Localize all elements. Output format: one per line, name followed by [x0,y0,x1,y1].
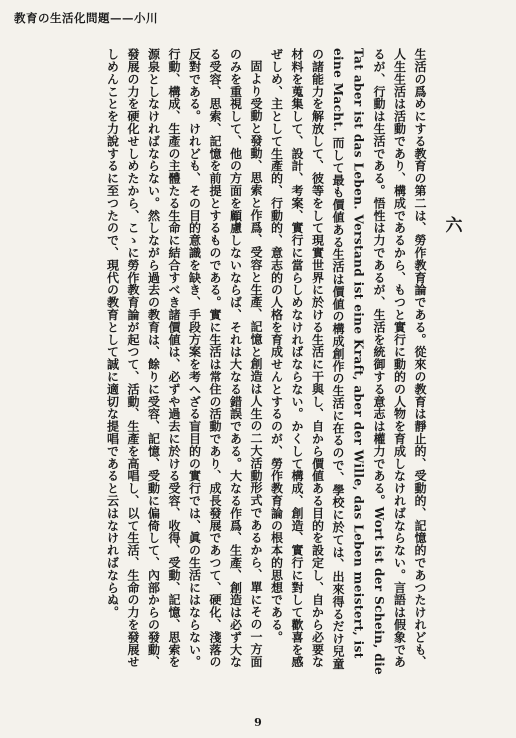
body-text [30,48,430,678]
paragraph: 生活の爲めにする教育の第二は、勞作教育論である。從來の教育は靜止的、受動的、記憶的であつたけれども、人生生活は活動であり、構成であるから、もつと實行に動的の人物を育成しなければならない。言語は假象であるが、行動は生活である。悟性は力であるが、生活を統御する意志は權力である。Wort ist der Schein, die Tat aber ist das Leben. Verstand ist eine Kraft, aber der Wille, das Leben meistert, ist eine Macht. 而して最も價値ある生活は價値の構成創作の生活に在るので、學校に於ては、出來得るだけ兒童の諸能力を解放して、彼等をして現實世界に於ける生活に干與し、自から價値ある目的を設定し、自から必要な材料を蒐集して、設計、考案、實行に當らしめなければならない。かくして構成、創造、實行に對して歡喜を感ぜしめ、主として生產的、行動的、意志的の人格を育成せんとするのが、勞作教育論の根本的思想である。 [269,48,427,676]
running-head: 教育の生活化問題——小川 [14,11,158,25]
section-number: 六 [445,216,463,236]
paragraph: 固より受動と發動、思索と作爲、受容と生產、記憶と創造は人生の二大活動形式であるから、單にその一方面のみを重視して、他の方面を顧慮しないならば、それは大なる錯誤である。大なる作爲、生產、創造は必ず大なる受容、思索、記憶を前提とするものである。實に生活は常住の活動であり、成長發展であつて、硬化、淺落の反對である。けれども、その目的意識を缺き、手段方案を考へざる盲目的の實行では、眞の生活にはならない。行動、構成、生產の主體たる生命に結合すべき諸價値は、必ずや過去に於ける受容、收得、受動、記憶、思索を源泉としなければならない。然しながら過去の教育は、餘りに受容、記憶、受動に偏倚して、內部からの發動、發展の力を硬化せしめたから、こゝに勞作教育論が起つて、活動、生產を高唱し、以て生活、生命の力を發展せしめんことを力說するに至つたので、現代の教育として誠に適切な提唱であると云はなければならぬ。 [105,48,263,668]
page-number: 9 [254,716,262,729]
